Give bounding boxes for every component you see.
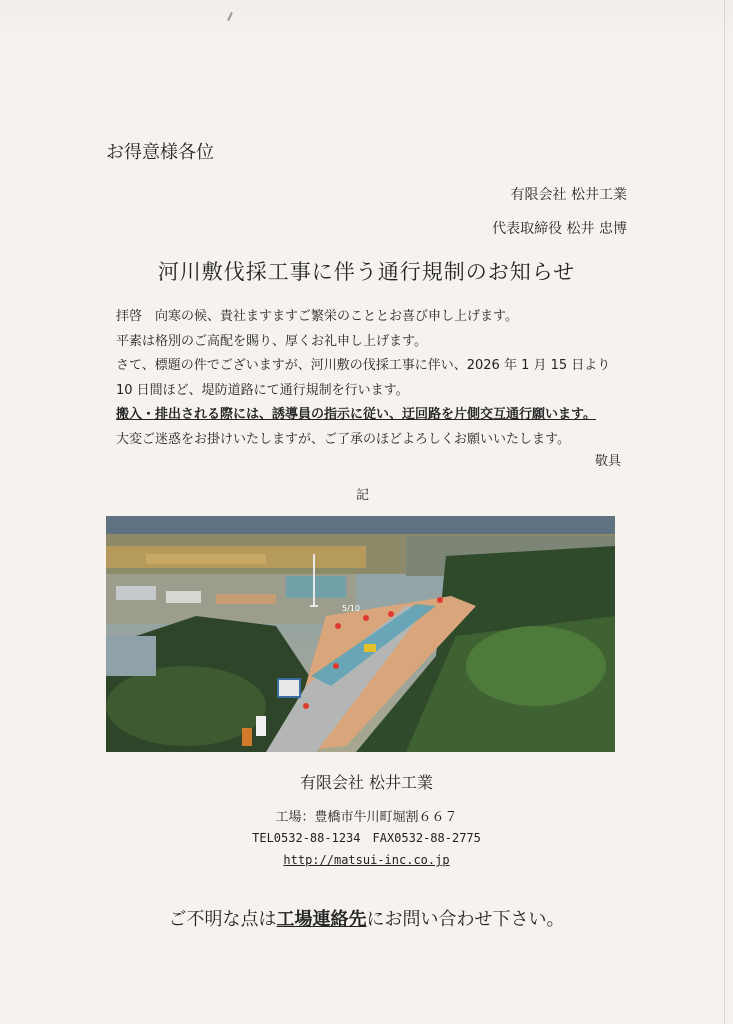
body-line: 拝啓 向寒の候、貴社ますますご繁栄のこととお喜び申し上げます。 xyxy=(116,309,518,324)
aerial-photo xyxy=(106,516,615,752)
footer-company: 有限会社 松井工業 xyxy=(299,773,434,792)
scan-shadow xyxy=(0,0,733,48)
sender-company: 有限会社 松井工業 xyxy=(510,187,627,203)
factory-address: 工場：豊橋市牛川町堀割６６７ xyxy=(275,810,458,825)
sender-representative: 代表取締役 松井 忠博 xyxy=(492,221,627,237)
body-emphasis-line: 搬入・排出される際には、誘導員の指示に従い、迂回路を片側交互通行願います。 xyxy=(116,407,596,422)
document-title: 河川敷伐採工事に伴う通行規制のお知らせ xyxy=(157,260,576,284)
body-line: さて、標題の件でございますが、河川敷の伐採工事に伴い、2026 年 1 月 15 日より xyxy=(116,358,611,373)
body-line: 平素は格別のご高配を賜り、厚くお礼申し上げます。 xyxy=(116,333,427,349)
body-line: 大変ご迷惑をお掛けいたしますが、ご了承のほどよろしくお願いいたします。 xyxy=(116,431,570,447)
closing-keigu: 敬具 xyxy=(594,454,621,469)
scan-edge xyxy=(724,0,725,1024)
website-link[interactable]: http://matsui-inc.co.jp xyxy=(283,853,450,867)
inquiry-note xyxy=(0,905,733,931)
body-line: 10 日間ほど、堤防道路にて通行規制を行います。 xyxy=(116,382,409,398)
addressee: お得意様各位 xyxy=(106,142,214,163)
letter-body xyxy=(116,305,626,452)
ki-marker: 記 xyxy=(356,488,370,503)
aerial-photo-icon xyxy=(106,516,615,752)
inquiry-prefix: ご不明な点は xyxy=(168,909,277,930)
tel-fax: TEL0532-88-1234 FAX0532-88-2775 xyxy=(252,831,481,845)
factory-contact-link: 工場連絡先 xyxy=(276,909,367,930)
photo-label: 5/10 xyxy=(342,604,360,613)
inquiry-suffix: にお問い合わせ下さい。 xyxy=(366,909,565,930)
